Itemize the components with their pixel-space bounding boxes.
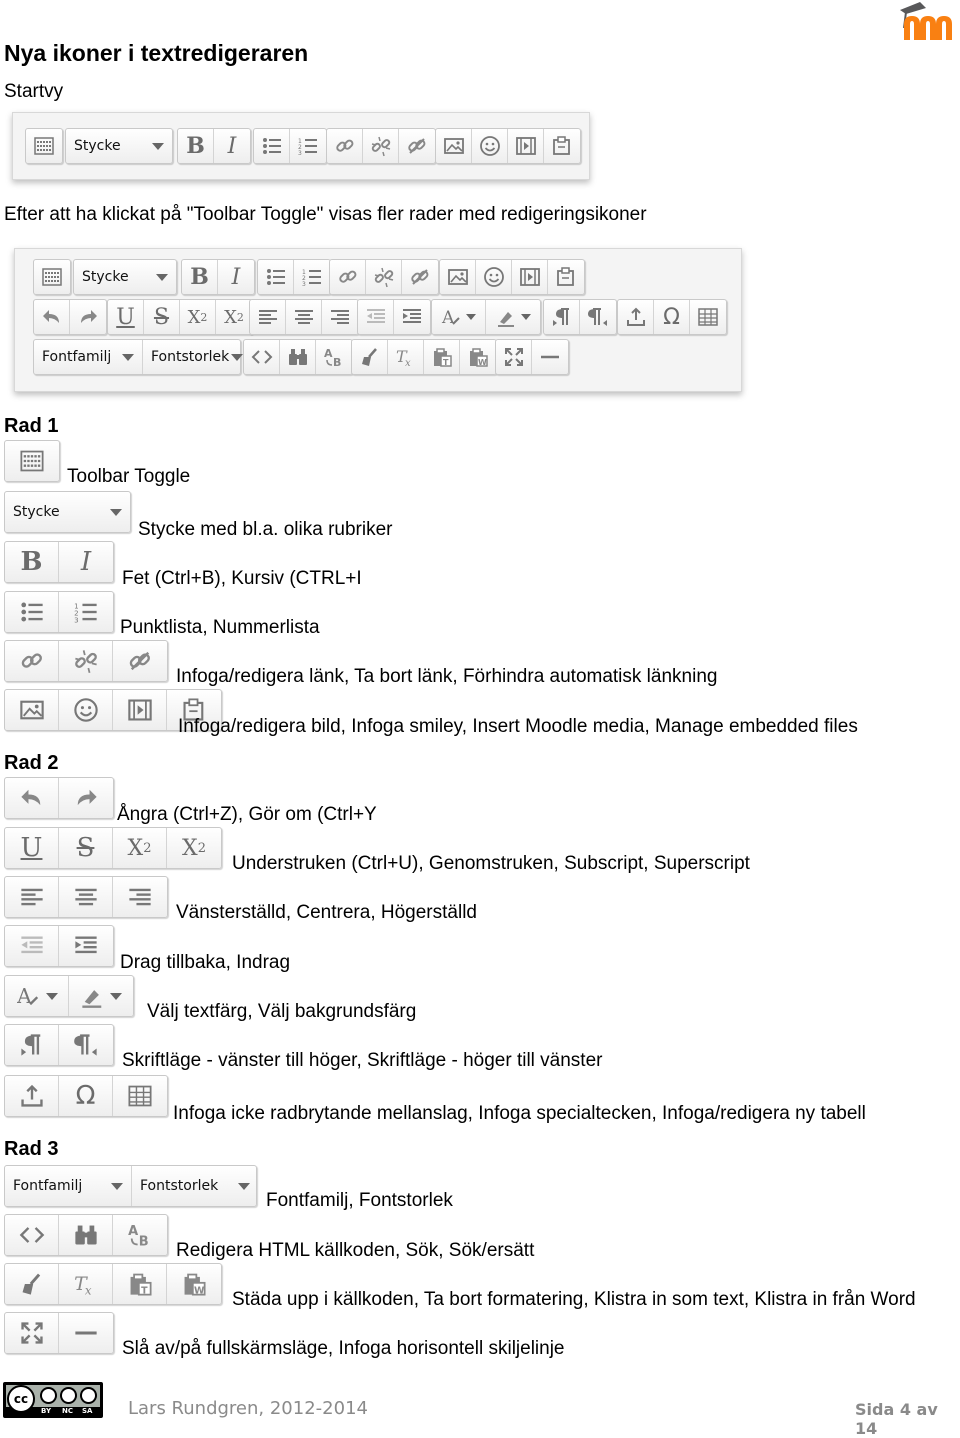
code-icon — [19, 1222, 45, 1248]
stycke-dropdown-label: Stycke — [82, 269, 129, 285]
font-desc: Fontfamilj, Fontstorlek — [266, 1190, 453, 1211]
toolbar-toggle-button[interactable] — [26, 129, 62, 163]
align-group — [4, 876, 168, 918]
paste-word-button[interactable] — [167, 1264, 221, 1304]
html-group — [243, 339, 353, 375]
toolbar-toggle-button[interactable] — [5, 441, 59, 481]
indent-group — [4, 925, 114, 967]
link-icon — [337, 266, 359, 288]
smiley-button[interactable] — [472, 129, 508, 163]
clear-format-button[interactable] — [388, 340, 424, 374]
list-group — [253, 128, 327, 164]
underline-button[interactable]: U — [108, 300, 144, 334]
code-icon — [251, 346, 273, 368]
media-button[interactable] — [113, 690, 167, 730]
unlink-icon — [73, 648, 99, 674]
nbsp-icon — [19, 1083, 45, 1109]
clean-desc: Städa upp i källkoden, Ta bort formatering, Klistra in som text, Klistra in från Word — [232, 1289, 916, 1310]
find-button[interactable] — [280, 340, 316, 374]
font-dropdowns — [33, 339, 241, 375]
italic-button[interactable]: I — [231, 264, 241, 290]
bullet-list-icon — [19, 599, 45, 625]
clear-format-icon — [395, 346, 417, 368]
link-button[interactable] — [327, 129, 363, 163]
rad3-heading: Rad 3 — [4, 1138, 59, 1160]
nbsp-icon — [625, 306, 647, 328]
align-left-icon — [19, 884, 45, 910]
link-icon — [19, 648, 45, 674]
image-icon — [443, 135, 465, 157]
chevron-down-icon — [152, 143, 164, 150]
insert-group — [617, 299, 727, 335]
align-left-button[interactable] — [250, 300, 286, 334]
paste-word-button[interactable] — [460, 340, 496, 374]
chevron-down-icon — [521, 314, 531, 320]
image-button[interactable] — [440, 260, 476, 294]
chevron-down-icon — [110, 509, 122, 516]
indent-button[interactable] — [59, 926, 113, 966]
rtl-button[interactable] — [580, 300, 616, 334]
clean-group — [351, 339, 497, 375]
table-button[interactable] — [690, 300, 726, 334]
undo-group — [33, 299, 107, 335]
sa-label: SA — [82, 1407, 93, 1415]
table-icon — [127, 1083, 153, 1109]
files-icon — [551, 135, 573, 157]
manage-files-button[interactable] — [544, 129, 580, 163]
underline-desc: Understruken (Ctrl+U), Genomstruken, Subscript, Superscript — [232, 853, 750, 874]
number-list-icon — [73, 599, 99, 625]
toggle-group — [33, 259, 71, 295]
outdent-icon — [19, 933, 45, 959]
paste-text-button[interactable] — [113, 1264, 167, 1304]
bullet-list-button[interactable] — [254, 129, 290, 163]
unlink-button[interactable] — [59, 641, 113, 681]
toolbar-toggle-icon — [41, 266, 63, 288]
horizontal-rule-icon — [73, 1320, 99, 1346]
bold-button[interactable]: B — [178, 129, 214, 163]
number-list-icon — [301, 266, 323, 288]
table-button[interactable] — [113, 1076, 167, 1116]
by-label: BY — [41, 1407, 52, 1415]
direction-group — [543, 299, 617, 335]
fontstorlek-label[interactable]: Fontstorlek — [140, 1178, 219, 1194]
rtl-button[interactable] — [59, 1025, 113, 1065]
bullet-list-icon — [261, 135, 283, 157]
cc-license-badge — [3, 1382, 103, 1418]
direction-group — [4, 1024, 114, 1066]
clear-format-button[interactable] — [59, 1264, 113, 1304]
image-icon — [19, 697, 45, 723]
html-group — [4, 1214, 168, 1256]
replace-icon — [323, 346, 345, 368]
broom-icon — [19, 1271, 45, 1297]
toggle-desc: Toolbar Toggle — [67, 466, 191, 487]
binoculars-icon — [287, 346, 309, 368]
fontstorlek-label[interactable]: Fontstorlek — [151, 349, 230, 365]
cc-icon: cc — [7, 1385, 35, 1413]
startvy-toolbar — [12, 112, 590, 180]
bullet-list-button[interactable] — [258, 260, 294, 294]
ltr-icon — [551, 306, 573, 328]
indent-group — [357, 299, 431, 335]
undo-icon — [41, 306, 63, 328]
format-group — [4, 541, 114, 583]
nolink-icon — [409, 266, 431, 288]
chevron-down-icon — [110, 993, 122, 1000]
format-group — [177, 128, 251, 164]
bold-italic-desc: Fet (Ctrl+B), Kursiv (CTRL+I — [122, 568, 362, 589]
special-char-button[interactable]: Ω — [59, 1076, 113, 1116]
image-button[interactable] — [436, 129, 472, 163]
paste-text-icon — [127, 1271, 153, 1297]
chevron-down-icon — [466, 314, 476, 320]
chevron-down-icon — [156, 274, 168, 281]
link-group — [329, 259, 439, 295]
undo-icon — [19, 785, 45, 811]
media-group — [435, 128, 581, 164]
background-color-icon — [496, 306, 518, 328]
align-right-icon — [127, 884, 153, 910]
chevron-down-icon — [111, 1183, 123, 1190]
number-list-button[interactable] — [294, 260, 330, 294]
redo-icon — [73, 785, 99, 811]
unlink-icon — [373, 266, 395, 288]
manage-files-button[interactable] — [548, 260, 584, 294]
view-group — [495, 339, 569, 375]
replace-icon — [127, 1222, 153, 1248]
page-title: Nya ikoner i textredigeraren — [4, 40, 309, 66]
replace-button[interactable] — [113, 1215, 167, 1255]
expanded-toolbar — [14, 248, 742, 392]
bold-button[interactable]: B — [182, 260, 218, 294]
italic-button[interactable]: I — [80, 547, 92, 577]
html-source-button[interactable] — [5, 1215, 59, 1255]
ltr-icon — [19, 1032, 45, 1058]
film-icon — [519, 266, 541, 288]
paste-word-icon — [181, 1271, 207, 1297]
align-left-icon — [257, 306, 279, 328]
rtl-icon — [587, 306, 609, 328]
list-group — [257, 259, 331, 295]
film-icon — [127, 697, 153, 723]
find-button[interactable] — [59, 1215, 113, 1255]
underline-button[interactable]: U — [5, 828, 59, 868]
toolbar-toggle-button[interactable] — [34, 260, 70, 294]
align-left-button[interactable] — [5, 877, 59, 917]
fullscreen-icon — [503, 346, 525, 368]
align-center-icon — [293, 306, 315, 328]
ltr-button[interactable] — [5, 1025, 59, 1065]
media-button[interactable] — [512, 260, 548, 294]
undo-desc: Ångra (Ctrl+Z), Gör om (Ctrl+Y — [117, 804, 377, 825]
align-right-icon — [329, 306, 351, 328]
fullscreen-button[interactable] — [5, 1313, 59, 1353]
color-group — [431, 299, 541, 335]
html-source-button[interactable] — [244, 340, 280, 374]
indent-desc: Drag tillbaka, Indrag — [120, 952, 291, 973]
smiley-icon — [479, 135, 501, 157]
outdent-icon — [365, 306, 387, 328]
paste-text-icon — [431, 346, 453, 368]
bullet-list-button[interactable] — [5, 592, 59, 632]
font-color-button[interactable] — [5, 976, 69, 1016]
undo-button[interactable] — [5, 778, 59, 818]
background-color-button[interactable] — [69, 976, 133, 1016]
list-group — [4, 591, 114, 633]
stycke-dropdown[interactable] — [73, 259, 177, 295]
align-center-button[interactable] — [286, 300, 322, 334]
chevron-down-icon — [122, 354, 134, 361]
clean-group — [4, 1263, 222, 1305]
number-list-icon — [297, 135, 319, 157]
hr-button[interactable] — [59, 1313, 113, 1353]
bullet-list-icon — [265, 266, 287, 288]
align-right-button[interactable] — [113, 877, 167, 917]
subscript-button[interactable]: X 2 — [113, 828, 167, 868]
font-color-icon — [441, 306, 463, 328]
chevron-down-icon — [231, 354, 243, 361]
insert-group — [4, 1075, 168, 1117]
align-center-button[interactable] — [59, 877, 113, 917]
indent-icon — [401, 306, 423, 328]
nc-icon — [60, 1387, 77, 1404]
stycke-dropdown-label: Stycke — [13, 504, 60, 520]
special-char-button[interactable]: Ω — [654, 300, 690, 334]
unlink-button[interactable] — [363, 129, 399, 163]
fullscreen-icon — [19, 1320, 45, 1346]
subscript-button[interactable]: X 2 — [180, 300, 216, 334]
unlink-button[interactable] — [366, 260, 402, 294]
paste-word-icon — [467, 346, 489, 368]
stycke-dropdown-label: Stycke — [74, 138, 121, 154]
paste-text-button[interactable] — [424, 340, 460, 374]
unlink-icon — [370, 135, 392, 157]
background-color-icon — [80, 983, 106, 1009]
outdent-button[interactable] — [358, 300, 394, 334]
files-icon — [555, 266, 577, 288]
number-list-button[interactable] — [59, 592, 113, 632]
binoculars-icon — [73, 1222, 99, 1248]
align-group — [249, 299, 359, 335]
html-desc: Redigera HTML källkoden, Sök, Sök/ersätt — [176, 1240, 535, 1261]
fontfamilj-label[interactable]: Fontfamilj — [42, 349, 112, 365]
format-group — [181, 259, 255, 295]
broom-icon — [359, 346, 381, 368]
redo-icon — [77, 306, 99, 328]
cleanup-button[interactable] — [5, 1264, 59, 1304]
full-desc: Slå av/på fullskärmsläge, Infoga horisontell skiljelinje — [122, 1338, 565, 1359]
link-group — [326, 128, 436, 164]
moodle-logo — [896, 0, 958, 44]
indent-icon — [73, 933, 99, 959]
bold-button[interactable]: B — [5, 542, 59, 582]
toolbar-toggle-icon — [19, 448, 45, 474]
rtl-icon — [73, 1032, 99, 1058]
toolbar-toggle-icon — [33, 135, 55, 157]
nolink-button[interactable] — [399, 129, 435, 163]
outdent-button[interactable] — [5, 926, 59, 966]
startvy-label: Startvy — [4, 81, 64, 102]
redo-button[interactable] — [59, 778, 113, 818]
stycke-dropdown[interactable] — [65, 128, 173, 164]
media-button[interactable] — [508, 129, 544, 163]
rad2-heading: Rad 2 — [4, 752, 59, 774]
dir-desc: Skriftläge - vänster till höger, Skriftläge - höger till vänster — [122, 1050, 603, 1071]
footer-page-number: Sida 4 av 14 — [855, 1400, 938, 1438]
stycke-desc: Stycke med bl.a. olika rubriker — [138, 519, 393, 540]
table-icon — [697, 306, 719, 328]
nbsp-button[interactable] — [618, 300, 654, 334]
links-desc: Infoga/redigera länk, Ta bort länk, Förhindra automatisk länkning — [176, 666, 718, 687]
link-button[interactable] — [330, 260, 366, 294]
nbsp-button[interactable] — [5, 1076, 59, 1116]
view-group — [4, 1312, 114, 1354]
nolink-button[interactable] — [113, 641, 167, 681]
nc-label: NC — [62, 1407, 73, 1415]
nolink-button[interactable] — [402, 260, 438, 294]
insert-desc: Infoga icke radbrytande mellanslag, Infoga specialtecken, Infoga/redigera ny tabell — [173, 1103, 866, 1124]
fontfamilj-label[interactable]: Fontfamilj — [13, 1178, 83, 1194]
chevron-down-icon — [46, 993, 58, 1000]
style-group — [107, 299, 253, 335]
stycke-dropdown[interactable] — [4, 491, 131, 533]
toggle-group — [25, 128, 63, 164]
after-click-text: Efter att ha klickat på "Toolbar Toggle" visas fler rader med redigeringsikoner — [4, 204, 647, 225]
link-button[interactable] — [5, 641, 59, 681]
redo-button[interactable] — [70, 300, 106, 334]
color-desc: Välj textfärg, Välj bakgrundsfärg — [147, 1001, 417, 1022]
strike-button[interactable]: S — [144, 300, 180, 334]
smiley-button[interactable] — [59, 690, 113, 730]
toggle-group — [4, 440, 60, 482]
by-icon — [40, 1387, 57, 1404]
style-group — [4, 827, 222, 869]
nolink-icon — [406, 135, 428, 157]
link-group — [4, 640, 168, 682]
image-icon — [447, 266, 469, 288]
film-icon — [515, 135, 537, 157]
horizontal-rule-icon — [539, 346, 561, 368]
smiley-icon — [483, 266, 505, 288]
font-color-button[interactable] — [432, 300, 486, 334]
indent-button[interactable] — [394, 300, 430, 334]
image-button[interactable] — [5, 690, 59, 730]
replace-button[interactable] — [316, 340, 352, 374]
italic-button[interactable]: I — [227, 133, 237, 159]
rad1-heading: Rad 1 — [4, 415, 59, 437]
hr-button[interactable] — [532, 340, 568, 374]
number-list-button[interactable] — [290, 129, 326, 163]
undo-group — [4, 777, 114, 819]
media-desc: Infoga/redigera bild, Infoga smiley, Insert Moodle media, Manage embedded files — [178, 716, 858, 737]
superscript-button[interactable]: X 2 — [182, 835, 206, 861]
font-color-icon — [16, 983, 42, 1009]
align-center-icon — [73, 884, 99, 910]
strike-button[interactable]: S — [59, 828, 113, 868]
clear-format-icon — [73, 1271, 99, 1297]
chevron-down-icon — [238, 1183, 250, 1190]
link-icon — [334, 135, 356, 157]
superscript-button[interactable]: X 2 — [224, 306, 244, 328]
footer-author: Lars Rundgren, 2012-2014 — [128, 1398, 368, 1419]
sa-icon — [80, 1387, 97, 1404]
font-dropdowns — [4, 1165, 257, 1207]
color-group — [4, 975, 134, 1017]
align-right-button[interactable] — [322, 300, 358, 334]
nolink-icon — [127, 648, 153, 674]
media-group — [439, 259, 585, 295]
align-desc: Vänsterställd, Centrera, Högerställd — [176, 902, 477, 923]
background-color-button[interactable] — [486, 300, 540, 334]
undo-button[interactable] — [34, 300, 70, 334]
lists-desc: Punktlista, Nummerlista — [120, 617, 320, 638]
cleanup-button[interactable] — [352, 340, 388, 374]
fullscreen-button[interactable] — [496, 340, 532, 374]
smiley-icon — [73, 697, 99, 723]
smiley-button[interactable] — [476, 260, 512, 294]
ltr-button[interactable] — [544, 300, 580, 334]
